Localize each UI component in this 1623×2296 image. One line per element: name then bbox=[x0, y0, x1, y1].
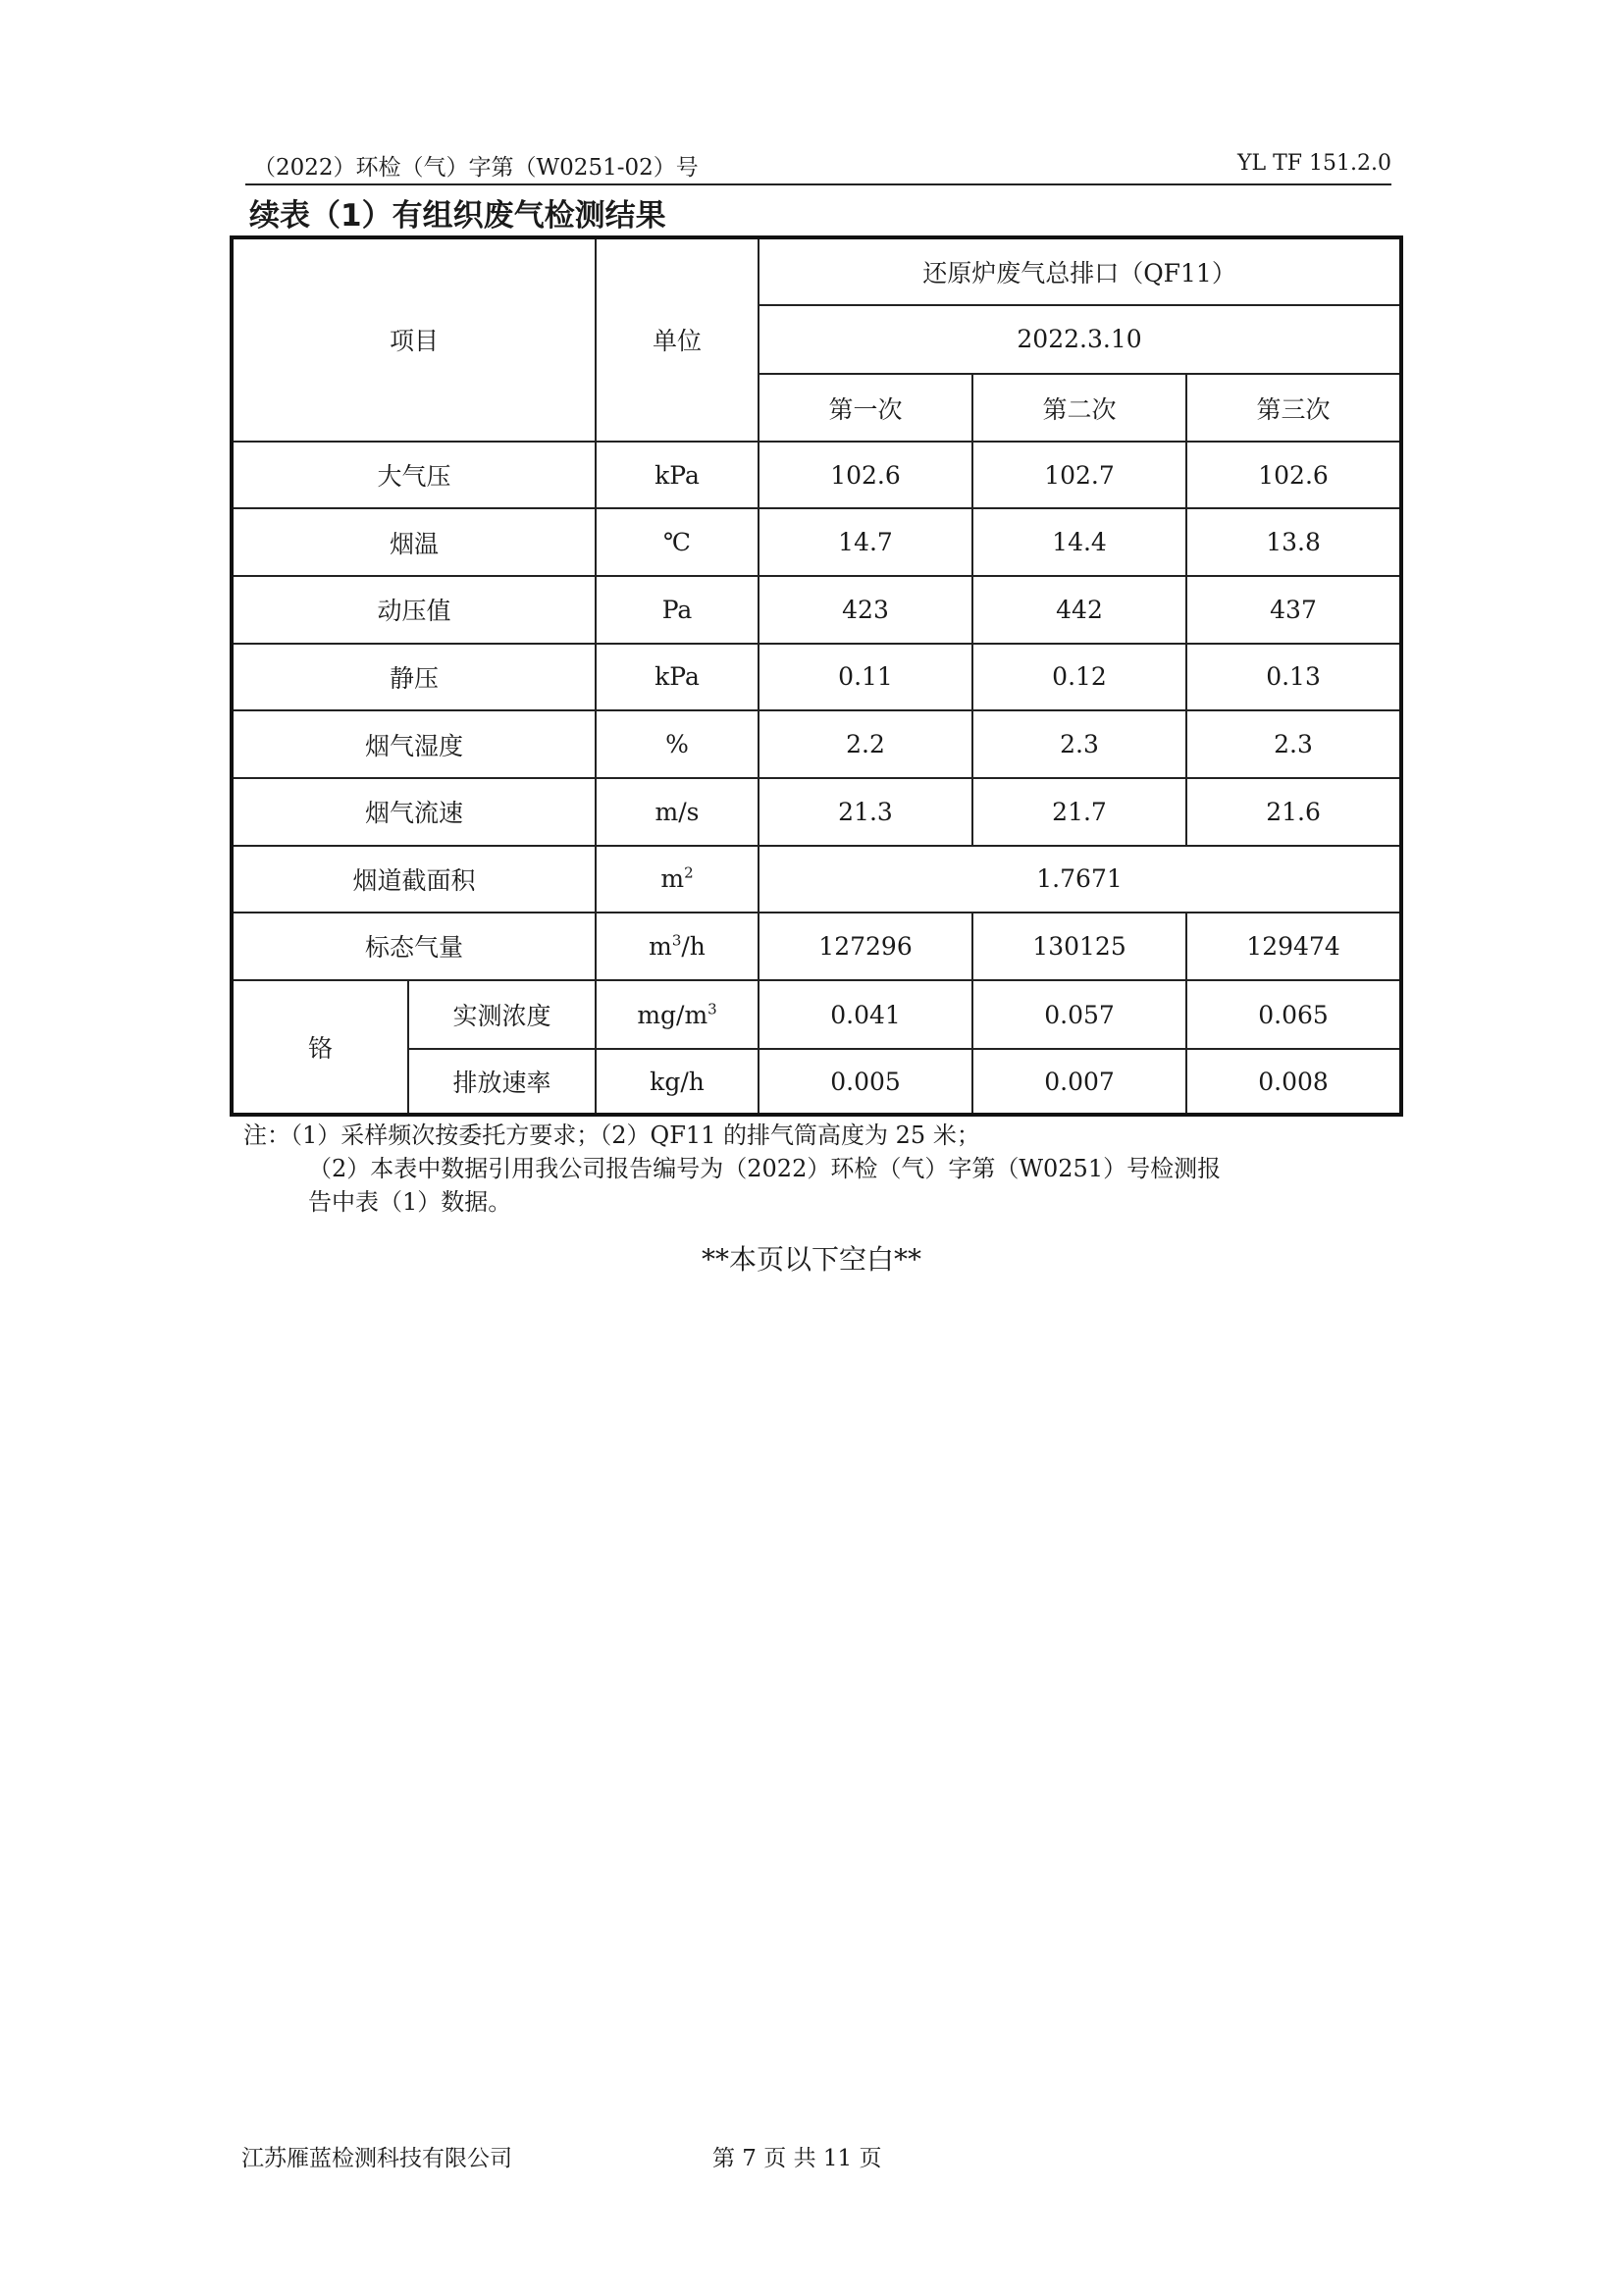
header-unit: 单位 bbox=[596, 237, 759, 442]
row-unit: kg/h bbox=[596, 1049, 759, 1115]
row-value: 21.6 bbox=[1186, 778, 1401, 846]
note-line: 注：（1）采样频次按委托方要求；（2）QF11 的排气筒高度为 25 米； bbox=[243, 1122, 980, 1149]
row-value: 0.008 bbox=[1186, 1049, 1401, 1115]
row-item: 烟道截面积 bbox=[232, 846, 596, 913]
note-line: （2）本表中数据引用我公司报告编号为（2022）环检（气）字第（W0251）号检测报 bbox=[308, 1155, 1222, 1182]
table-row bbox=[232, 442, 1401, 509]
row-value: 0.12 bbox=[972, 644, 1186, 711]
row-value: 2.2 bbox=[759, 710, 972, 778]
row-value: 0.007 bbox=[972, 1049, 1186, 1115]
note-line: 告中表（1）数据。 bbox=[308, 1188, 512, 1216]
header-run-3: 第三次 bbox=[1186, 374, 1401, 442]
row-unit: $m^3/h$ bbox=[596, 913, 759, 980]
row-value: 21.3 bbox=[759, 778, 972, 846]
row-value: 2.3 bbox=[1186, 710, 1401, 778]
row-value: 437 bbox=[1186, 576, 1401, 644]
row-item: 实测浓度 bbox=[408, 980, 596, 1050]
table-row bbox=[232, 980, 1401, 1050]
row-item: 静压 bbox=[232, 644, 596, 711]
row-value: 423 bbox=[759, 576, 972, 644]
row-item: 烟气湿度 bbox=[232, 710, 596, 778]
row-value: 0.065 bbox=[1186, 980, 1401, 1050]
header-source: 还原炉废气总排口（QF11） bbox=[759, 237, 1401, 305]
table-row bbox=[232, 508, 1401, 576]
table-row bbox=[232, 644, 1401, 711]
header-run-1: 第一次 bbox=[759, 374, 972, 442]
table-header-row bbox=[232, 237, 1401, 305]
row-value: 127296 bbox=[759, 913, 972, 980]
row-value: 0.041 bbox=[759, 980, 972, 1050]
row-value: 102.6 bbox=[759, 442, 972, 509]
row-value: 0.13 bbox=[1186, 644, 1401, 711]
row-item: 烟温 bbox=[232, 508, 596, 576]
blank-notice: **本页以下空白** bbox=[701, 1243, 921, 1276]
row-value: 2.3 bbox=[972, 710, 1186, 778]
table-row bbox=[232, 846, 1401, 913]
row-value: 13.8 bbox=[1186, 508, 1401, 576]
row-unit: kPa bbox=[596, 442, 759, 509]
row-value: 0.005 bbox=[759, 1049, 972, 1115]
row-unit: kPa bbox=[596, 644, 759, 711]
row-value: 1.7671 bbox=[759, 846, 1401, 913]
row-unit: ℃ bbox=[596, 508, 759, 576]
row-value: 102.6 bbox=[1186, 442, 1401, 509]
form-code: YL TF 151.2.0 bbox=[1236, 151, 1391, 176]
row-unit: $mg/m^3$ bbox=[596, 980, 759, 1050]
row-item: 烟气流速 bbox=[232, 778, 596, 846]
header-item: 项目 bbox=[232, 237, 596, 442]
report-number: （2022）环检（气）字第（W0251-02）号 bbox=[253, 155, 699, 181]
results-table bbox=[230, 235, 1403, 1117]
notes bbox=[243, 1119, 1401, 1219]
header-run-2: 第二次 bbox=[972, 374, 1186, 442]
row-value: 102.7 bbox=[972, 442, 1186, 509]
row-value: 442 bbox=[972, 576, 1186, 644]
row-value: 0.057 bbox=[972, 980, 1186, 1050]
row-item: 排放速率 bbox=[408, 1049, 596, 1115]
header-date: 2022.3.10 bbox=[759, 305, 1401, 375]
footer-page-number: 第 7 页 共 11 页 bbox=[712, 2146, 882, 2171]
table-row bbox=[232, 913, 1401, 980]
row-value: 14.4 bbox=[972, 508, 1186, 576]
row-value: 14.7 bbox=[759, 508, 972, 576]
footer-company: 江苏雁蓝检测科技有限公司 bbox=[241, 2146, 512, 2171]
section-title: 续表（1）有组织废气检测结果 bbox=[249, 198, 666, 234]
row-item: 动压值 bbox=[232, 576, 596, 644]
row-value: 130125 bbox=[972, 913, 1186, 980]
table-row bbox=[232, 576, 1401, 644]
row-value: 0.11 bbox=[759, 644, 972, 711]
chromium-label: 铬 bbox=[232, 980, 408, 1115]
header-divider bbox=[245, 183, 1391, 185]
row-unit: $m^2$ bbox=[596, 846, 759, 913]
row-unit: % bbox=[596, 710, 759, 778]
row-item: 标态气量 bbox=[232, 913, 596, 980]
row-unit: m/s bbox=[596, 778, 759, 846]
row-item: 大气压 bbox=[232, 442, 596, 509]
row-value: 21.7 bbox=[972, 778, 1186, 846]
row-unit: Pa bbox=[596, 576, 759, 644]
table-row bbox=[232, 778, 1401, 846]
table-row bbox=[232, 710, 1401, 778]
row-value: 129474 bbox=[1186, 913, 1401, 980]
